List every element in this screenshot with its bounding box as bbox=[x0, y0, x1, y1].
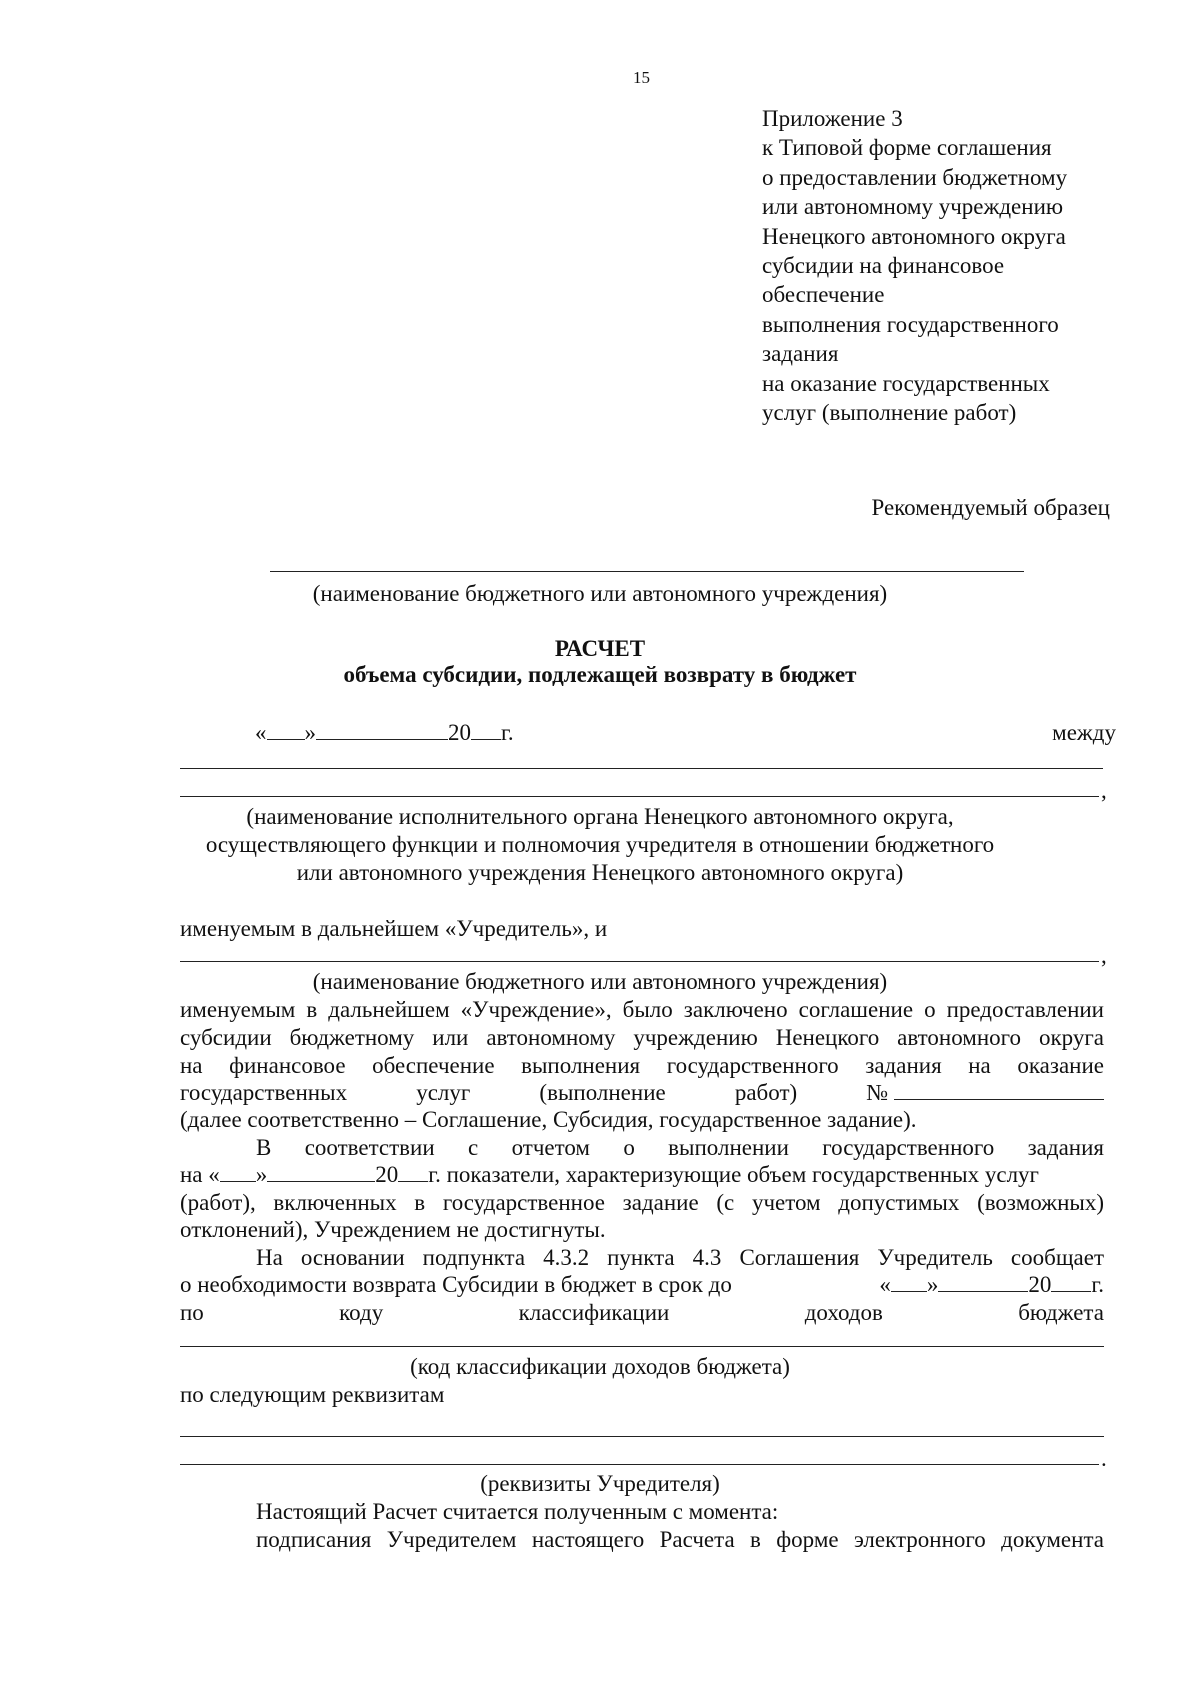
organ-caption-3: или автономного учреждения Ненецкого автономного округа) bbox=[296, 860, 904, 885]
between-word: между bbox=[1052, 720, 1116, 745]
para1-line2: субсидии бюджетному или автономному учреждению Ненецкого автономного округа bbox=[180, 1025, 1104, 1050]
para3-line2 bbox=[180, 1270, 1104, 1299]
founder-intro: именуемым в дальнейшем «Учредитель», и bbox=[180, 916, 608, 941]
day-blank bbox=[267, 719, 305, 740]
number-sign: № bbox=[866, 1080, 889, 1105]
institution-caption: (наименование бюджетного или автономного учреждения) bbox=[312, 581, 888, 606]
appendix-line: Приложение 3 bbox=[762, 106, 903, 131]
kbk-line bbox=[180, 1346, 1104, 1347]
date-line bbox=[255, 718, 514, 747]
institution-caption-2: (наименование бюджетного или автономного учреждения) bbox=[312, 969, 888, 994]
word: услуг bbox=[416, 1080, 471, 1105]
doc-title: РАСЧЕТ bbox=[554, 636, 646, 661]
receipt-line-2: подписания Учредителем настоящего Расчета в форме электронного документа bbox=[256, 1527, 1104, 1552]
appendix-line: задания bbox=[762, 341, 839, 367]
para2-line2-suffix: г. показатели, характеризующие объем государственных услуг bbox=[428, 1162, 1039, 1187]
year-blank-2 bbox=[398, 1161, 428, 1182]
word: классификации bbox=[518, 1300, 670, 1325]
year-suffix-3: г. bbox=[1091, 1272, 1104, 1297]
year-prefix-3: 20 bbox=[1028, 1272, 1052, 1297]
year-blank bbox=[471, 719, 501, 740]
month-blank-3 bbox=[938, 1271, 1028, 1292]
agreement-number-blank bbox=[894, 1079, 1104, 1100]
year-prefix: 20 bbox=[448, 720, 471, 745]
requisites-caption: (реквизиты Учредителя) bbox=[480, 1471, 720, 1496]
organ-comma: , bbox=[1101, 778, 1107, 803]
page-number: 15 bbox=[633, 68, 650, 87]
word: (выполнение bbox=[539, 1080, 666, 1105]
appendix-line: к Типовой форме соглашения bbox=[762, 135, 1052, 161]
requisites-intro: по следующим реквизитам bbox=[180, 1382, 445, 1407]
year-prefix-2: 20 bbox=[375, 1162, 399, 1187]
organ-line-1 bbox=[180, 768, 1103, 769]
institution-line-2 bbox=[180, 961, 1099, 962]
quote-close-3: » bbox=[926, 1272, 939, 1297]
para2-line4: отклонений), Учреждением не достигнуты. bbox=[180, 1217, 606, 1242]
appendix-line: выполнения государственного bbox=[762, 311, 1059, 337]
appendix-line: на оказание государственных bbox=[762, 370, 1050, 396]
word: доходов bbox=[804, 1300, 883, 1325]
institution-comma: , bbox=[1101, 943, 1107, 968]
requisites-period: . bbox=[1101, 1446, 1107, 1471]
institution-name-line bbox=[270, 571, 1024, 572]
organ-caption-1: (наименование исполнительного органа Ненецкого автономного округа, bbox=[246, 804, 954, 829]
year-suffix: г. bbox=[501, 720, 514, 745]
quote-open: на « bbox=[180, 1162, 220, 1187]
day-blank-2 bbox=[220, 1161, 256, 1182]
year-blank-3 bbox=[1051, 1271, 1091, 1292]
doc-subtitle: объема субсидии, подлежащей возврату в бюджет bbox=[343, 662, 857, 687]
month-blank bbox=[316, 719, 448, 740]
requisites-line-1 bbox=[180, 1436, 1104, 1437]
word: коду bbox=[339, 1300, 384, 1325]
appendix-line: о предоставлении бюджетному bbox=[762, 164, 1068, 190]
appendix-line: субсидии на финансовое bbox=[762, 253, 1005, 279]
para3-line2-prefix: о необходимости возврата Субсидии в бюджет в срок до bbox=[180, 1272, 732, 1297]
appendix-header bbox=[762, 104, 1122, 427]
date-close-quote: » bbox=[304, 720, 316, 745]
para3-line1: На основании подпункта 4.3.2 пункта 4.3 Соглашения Учредитель сообщает bbox=[256, 1245, 1104, 1270]
word: по bbox=[180, 1300, 204, 1325]
month-blank-2 bbox=[267, 1161, 375, 1182]
para1-line5: (далее соответственно – Соглашение, Субсидия, государственное задание). bbox=[180, 1107, 917, 1132]
date-open-quote: « bbox=[255, 720, 267, 745]
day-blank-3 bbox=[891, 1271, 927, 1292]
para1-line1: именуемым в дальнейшем «Учреждение», было заключено соглашение о предоставлении bbox=[180, 997, 1104, 1022]
appendix-line: обеспечение bbox=[762, 282, 885, 308]
appendix-line: Ненецкого автономного округа bbox=[762, 223, 1066, 249]
quote-close: » bbox=[255, 1162, 268, 1187]
word: бюджета bbox=[1018, 1300, 1104, 1325]
recommended-sample: Рекомендуемый образец bbox=[871, 495, 1110, 520]
kbk-caption: (код классификации доходов бюджета) bbox=[410, 1354, 790, 1379]
word: работ) bbox=[734, 1080, 798, 1105]
para2-line2 bbox=[180, 1160, 1039, 1189]
para2-line1: В соответствии с отчетом о выполнении государственного задания bbox=[256, 1135, 1104, 1160]
para2-line3: (работ), включенных в государственное задание (с учетом допустимых (возможных) bbox=[180, 1190, 1104, 1215]
word: государственных bbox=[180, 1080, 348, 1105]
quote-open-3: « bbox=[879, 1272, 891, 1297]
requisites-line-2 bbox=[180, 1464, 1099, 1465]
organ-caption-2: осуществляющего функции и полномочия учредителя в отношении бюджетного bbox=[205, 832, 995, 857]
receipt-line-1: Настоящий Расчет считается полученным с момента: bbox=[256, 1499, 779, 1524]
appendix-line: услуг (выполнение работ) bbox=[762, 400, 1017, 426]
para1-line4 bbox=[180, 1078, 1104, 1107]
organ-line-2 bbox=[180, 796, 1099, 797]
para3-line3 bbox=[180, 1298, 1104, 1327]
appendix-line: или автономному учреждению bbox=[762, 194, 1064, 220]
para1-line3: на финансовое обеспечение выполнения государственного задания на оказание bbox=[180, 1053, 1104, 1078]
